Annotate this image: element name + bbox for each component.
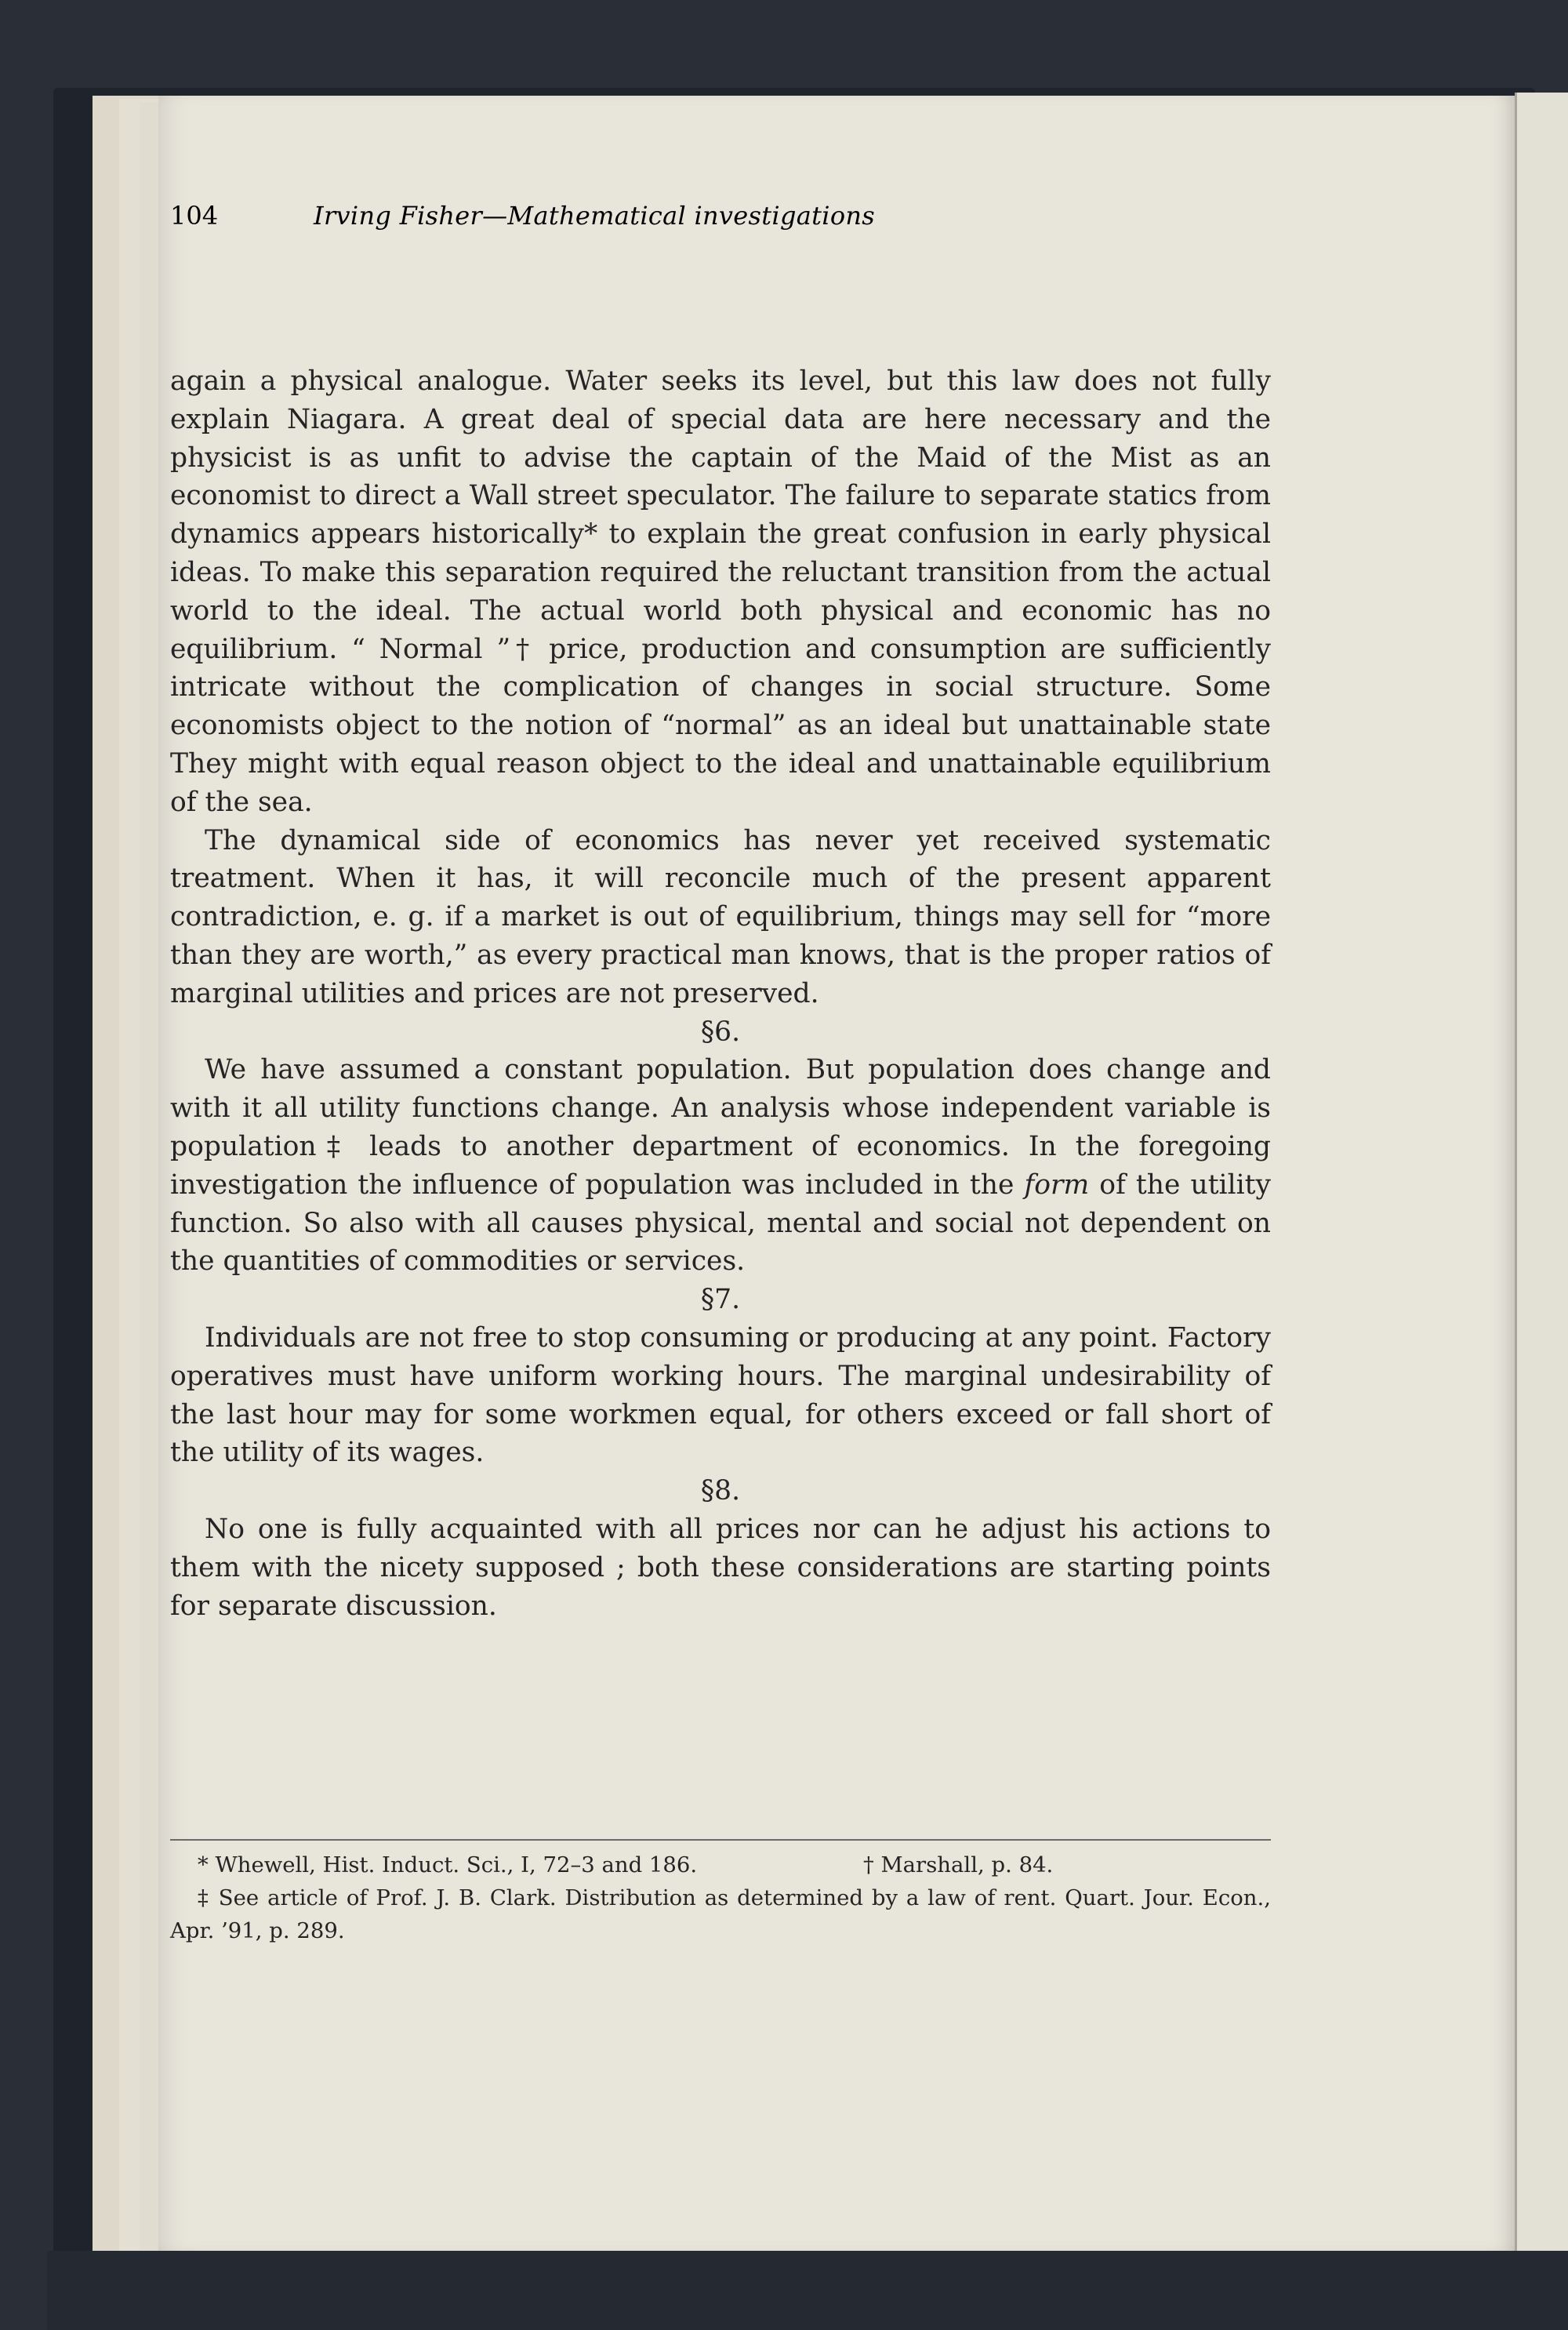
footnote: * Whewell, Hist. Induct. Sci., I, 72–3 and 186. (198, 1852, 698, 1877)
scan-background (47, 2251, 1568, 2330)
paragraph: Individuals are not free to stop consuming or producing at any point. Factory operatives must have uniform working hours. The marginal undesirability of the last hour may for some workmen equal, for others exceed or fall short of the utility of its wages. (170, 1321, 1271, 1469)
footnote-rule (170, 1839, 1271, 1841)
paragraph-text: We have assumed a constant population. But population does change and with it all utility functions change. An analysis whose independent variable is population‡ leads to another department of economics. In the foregoing investigation the influence of population was included in the (170, 1054, 1271, 1201)
page-number: 104 (170, 201, 219, 231)
paragraph (170, 1051, 1271, 1281)
paragraph: No one is fully acquainted with all prices nor can he adjust his actions to them with the nicety supposed ; both these considerations are starting points for separate discussion. (170, 1513, 1271, 1622)
section-heading: §7. (700, 1284, 741, 1316)
section-heading: §8. (700, 1475, 741, 1507)
paragraph-text: of the utility function. So also with all causes physical, mental and social not dependent on the quantities of commodities or services. (170, 1169, 1272, 1278)
paragraph: The dynamical side of economics has never yet received systematic treatment. When it has, it will reconcile much of the present apparent contradiction, e. g. if a market is out of equilibrium, things may sell for “more than they are worth,” as every practical man knows, that is the proper ratios of marginal utilities and prices are not preserved. (170, 824, 1271, 1009)
footnotes (170, 1848, 1271, 1947)
page-header (170, 201, 1271, 248)
footnote-row (170, 1848, 1271, 1881)
body-text (170, 362, 1271, 1625)
footnote: † Marshall, p. 84. (863, 1852, 1054, 1877)
section-heading: §6. (700, 1016, 741, 1048)
running-head: Irving Fisher—Mathematical investigations (314, 201, 876, 231)
italic-term: form (1024, 1169, 1090, 1201)
footnote: ‡ See article of Prof. J. B. Clark. Distribution as determined by a law of rent. Quart. Jour. Econ., Apr. ’91, p. 289. (170, 1885, 1271, 1943)
paragraph: again a physical analogue. Water seeks its level, but this law does not fully explain Niagara. A great deal of special data are here necessary and the physicist is as unfit to advise the captain of the Maid of the Mist as an economist to direct a Wall street speculator. The failure to separate statics from dynamics appears historically* to explain the great confusion in early physical ideas. To make this separation required the reluctant transition from the actual world to the ideal. The actual world both physical and economic has no equilibrium. “ Normal ”† price, production and consumption are sufficiently intricate without the complication of changes in social structure. Some economists object to the notion of “normal” as an ideal but unattainable state They might with equal reason object to the ideal and unattainable equilibrium of the sea. (170, 365, 1271, 818)
facing-page-edge (1515, 93, 1568, 2257)
